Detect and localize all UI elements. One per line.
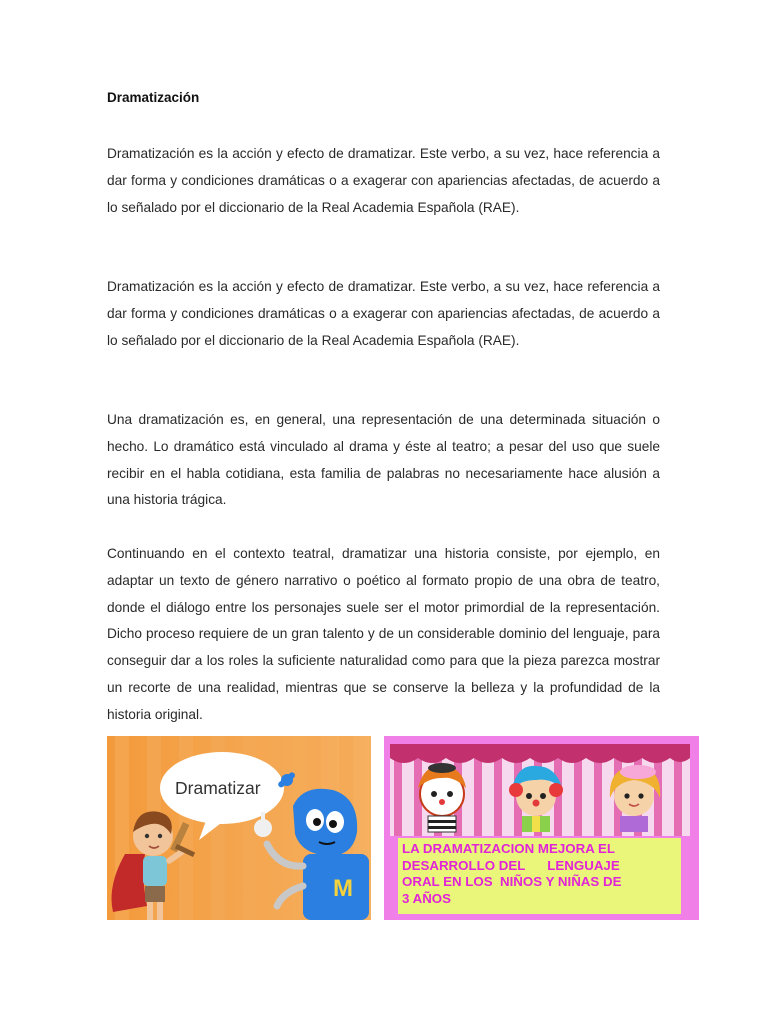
robot-letter: M <box>333 875 353 902</box>
caption-line-3: ORAL EN LOS NIÑOS Y NIÑAS DE <box>402 874 622 889</box>
speech-bubble-text: Dramatizar <box>175 778 261 798</box>
dramatizacion-poster <box>384 736 699 920</box>
caption-line-2: DESARROLLO DEL LENGUAJE <box>402 857 620 873</box>
paragraph-4: Continuando en el contexto teatral, dramatizar una historia consiste, por ejemplo, en adaptar un texto de género narrativo o poético al formato propio de una obra de teatro, donde el diálogo entre los personajes suele ser el motor primordial de la representación. Dicho proceso requiere de un gran talento y de un considerable dominio del lenguaje, para conseguir dar a los roles la suficiente naturalidad como para que la pieza parezca mostrar un recorte de una realidad, mientras que se conserve la belleza y la profundidad de la historia original. <box>107 546 660 722</box>
paragraph-3: Una dramatización es, en general, una representación de una determinada situación o hecho. Lo dramático está vinculado al drama y éste al teatro; a pesar del uso que suele recibir en el habla cotidiana, esta familia de palabras no necesariamente hace alusión a una historia trágica. <box>107 412 660 508</box>
paragraph-2: Dramatización es la acción y efecto de dramatizar. Este verbo, a su vez, hace referencia a dar forma y condiciones dramáticas o a exagerar con apariencias afectadas, de acuerdo a lo señalado por el diccionario de la Real Academia Española (RAE). <box>107 279 660 348</box>
paragraph-1: Dramatización es la acción y efecto de dramatizar. Este verbo, a su vez, hace referencia a dar forma y condiciones dramáticas o a exagerar con apariencias afectadas, de acuerdo a lo señalado por el diccionario de la Real Academia Española (RAE). <box>107 146 660 215</box>
document-title: Dramatización <box>107 90 200 105</box>
caption-line-1: LA DRAMATIZACION MEJORA EL <box>402 841 615 856</box>
poster-caption <box>398 838 681 914</box>
caption-line-4: 3 AÑOS <box>402 890 452 906</box>
dramatizar-illustration <box>107 736 371 920</box>
dramatizar-illustration-svg <box>107 736 371 920</box>
